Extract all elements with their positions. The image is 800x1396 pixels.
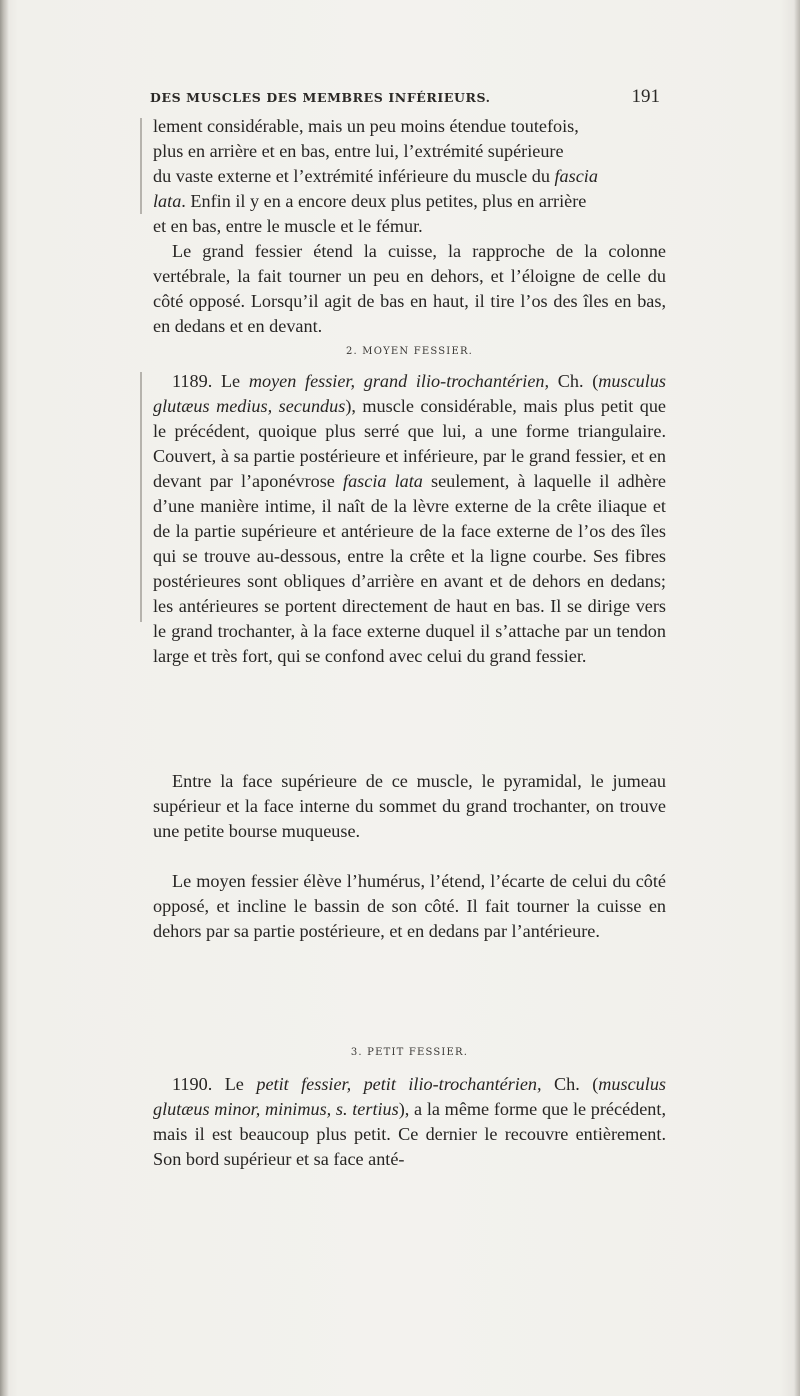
paragraph-text: Entre la face supérieure de ce muscle, le pyramidal, le jumeau supérieur et la face interne du sommet du grand trochanter, on trouve une petite bourse muqueuse. <box>153 771 666 841</box>
paragraph-grand-fessier-action <box>153 239 666 339</box>
latin-name: musculus glutæus medius, secundus <box>153 371 666 416</box>
paragraph-number: 1190. Le <box>172 1074 257 1094</box>
text-run: Ch. ( <box>541 1074 599 1094</box>
page-number: 191 <box>631 86 660 107</box>
paragraph-moyen-fessier-action <box>153 869 666 944</box>
section-heading-moyen-fessier: 2. MOYEN FESSIER. <box>345 346 474 357</box>
page-header <box>150 88 660 110</box>
text-run: seulement, à laquelle il adhère d’une manière intime, il naît de la lèvre externe de la crête iliaque et de la partie supérieure et antérieure de la face externe de l’os des îles qui se trouve au-dessous, entre la crête et la ligne courbe. Ses fibres postérieures sont obliques d’arrière en avant et de dehors en dedans; les antérieures se portent directement de haut en bas. Il se dirige vers le grand trochanter, à la face externe duquel il s’attache par un tendon large et très fort, qui se confond avec celui du grand fessier. <box>153 471 666 666</box>
text-line: . Enfin il y en a encore deux plus petites, plus en arrière <box>181 191 587 211</box>
muscle-name: moyen fessier, grand ilio-trochantérien, <box>248 371 550 391</box>
text-line: du vaste externe et l’extrémité inférieure du muscle du <box>153 166 555 186</box>
paragraph-continuation <box>153 114 666 239</box>
running-title: DES MUSCLES DES MEMBRES INFÉRIEURS. <box>150 90 491 105</box>
paragraph-petit-fessier <box>153 1072 666 1172</box>
paragraph-text: Le grand fessier étend la cuisse, la rapproche de la colonne vertébrale, la fait tourner un peu en dehors, et l’éloigne de celle du côté opposé. Lorsqu’il agit de bas en haut, il tire l’os des îles en bas, en dedans et en devant. <box>153 241 666 336</box>
text-run: ), muscle considérable, mais plus petit que le précédent, quoique plus serré que lui, a une forme triangulaire. Couvert, à sa partie postérieure et inférieure, par le grand fessier, et en devant par l’aponévrose <box>153 396 666 491</box>
italic-term: lata <box>153 191 182 211</box>
page-binding-shadow <box>0 0 9 1396</box>
page-edge-shadow <box>794 0 800 1396</box>
text-run: Ch. ( <box>549 371 599 391</box>
section-heading-petit-fessier: 3. PETIT FESSIER. <box>350 1047 469 1058</box>
paragraph-number: 1189. Le <box>172 371 249 391</box>
text-line: lement considérable, mais un peu moins étendue toutefois, <box>153 116 579 136</box>
paragraph-text: Le moyen fessier élève l’humérus, l’étend, l’écarte de celui du côté opposé, et incline le bassin de son côté. Il fait tourner la cuisse en dehors par sa partie postérieure, et en dedans par l’antérieure. <box>153 871 666 941</box>
margin-shadow-mark <box>140 118 142 214</box>
margin-shadow-mark <box>140 372 142 622</box>
paragraph-bourse-muqueuse <box>153 769 666 844</box>
text-run: ), a la même forme que le précédent, mais il est beaucoup plus petit. Ce dernier le recouvre entièrement. Son bord supérieur et sa face anté- <box>153 1099 667 1169</box>
latin-name: musculus glutæus minor, minimus, s. tertius <box>153 1074 666 1119</box>
muscle-name: petit fessier, petit ilio-trochantérien, <box>256 1074 542 1094</box>
text-line: plus en arrière et en bas, entre lui, l’extrémité supérieure <box>153 141 564 161</box>
italic-term: fascia lata <box>343 471 423 491</box>
italic-term: fascia <box>554 166 598 186</box>
paragraph-moyen-fessier <box>153 369 666 669</box>
text-line: et en bas, entre le muscle et le fémur. <box>153 216 423 236</box>
